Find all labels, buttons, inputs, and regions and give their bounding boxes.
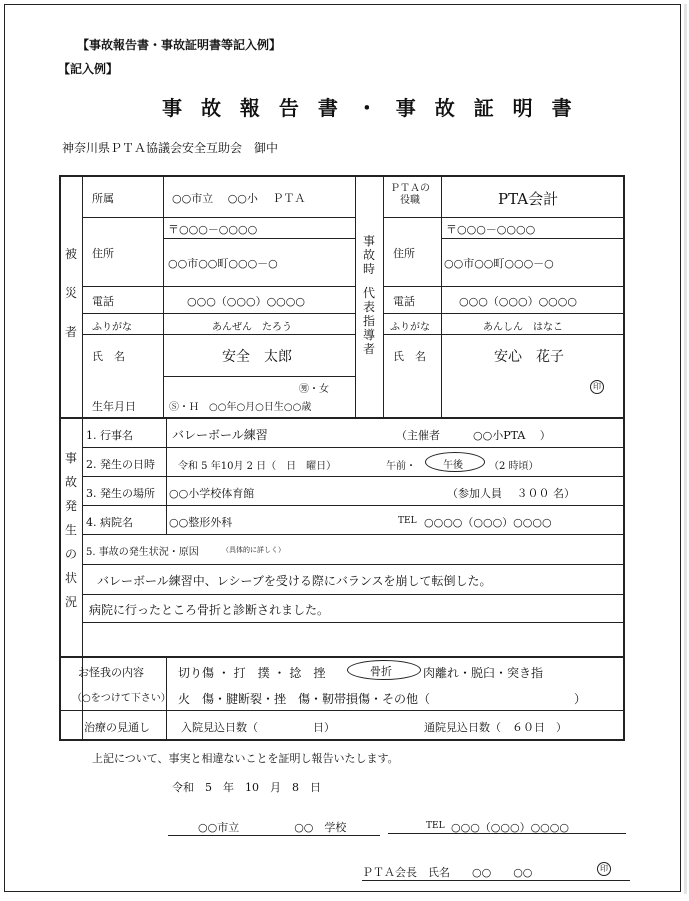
- injury-cut: 切り傷: [178, 666, 215, 680]
- leader-name-label: 氏 名: [393, 350, 426, 363]
- cause-label: 5. 事故の発生状況・原因: [86, 547, 199, 558]
- injury-sprain: 捻 挫: [289, 666, 326, 680]
- treatment-label: 治療の見通し: [84, 721, 150, 734]
- injury-row1: 切り傷 ・ 打 撲 ・ 捻 挫: [178, 666, 326, 680]
- cause-line-2: 病院に行ったところ骨折と診断されました。: [89, 603, 330, 617]
- leader-role: PTA会計: [498, 190, 559, 208]
- leader-role-label: ＰＴＡの 役職: [390, 183, 430, 206]
- victim-name: 安全 太郎: [222, 349, 292, 365]
- victim-furigana-label: ふりがな: [92, 322, 132, 333]
- birth-label: 生年月日: [92, 400, 136, 413]
- victim-name-label: 氏 名: [92, 350, 125, 363]
- ampm-pm: 午後: [443, 460, 463, 471]
- victim-address-label: 住所: [92, 247, 114, 260]
- leader-address-label: 住所: [393, 247, 415, 260]
- organizer: （主催者 ○○小PTA ）: [396, 429, 551, 442]
- outpatient-days: 通院見込日数（ ６０日 ）: [424, 721, 567, 734]
- affiliation-value: ○○市立 ○○小 ＰＴＡ: [172, 192, 306, 205]
- injury-bruise: 打 撲: [233, 666, 270, 680]
- participants: （参加人員 ３００ 名）: [447, 487, 575, 500]
- leader-phone-label: 電話: [393, 295, 415, 308]
- victim-address: ○○市○○町○○○－○: [168, 257, 278, 270]
- entry-example-label: 【記入例】: [58, 62, 119, 76]
- victim-postal: 〒○○○－○○○○: [168, 223, 258, 236]
- leader-address: ○○市○○町○○○－○: [444, 257, 554, 270]
- victim-section-label: 被 災 者: [64, 247, 77, 339]
- hospital-tel-label: TEL: [398, 516, 417, 526]
- place-value: ○○小学校体育館: [169, 487, 255, 500]
- leader-seal-icon: 印: [590, 380, 604, 394]
- victim-phone-label: 電話: [92, 295, 114, 308]
- injury-row2: 火 傷・腱断裂・挫 傷・靭帯損傷・その他（ ）: [178, 692, 587, 706]
- leader-section-label: 事 故 時 代 表 指 導 者: [362, 234, 375, 356]
- hospital-label: 4. 病院名: [86, 516, 133, 529]
- cause-note: （具体的に詳しく）: [222, 546, 285, 554]
- example-heading: 【事故報告書・事故証明書等記入例】: [77, 38, 282, 52]
- victim-gender: ㊚・女: [299, 384, 329, 395]
- place-label: 3. 発生の場所: [86, 487, 155, 500]
- victim-phone: ○○○（○○○）○○○○: [187, 295, 305, 308]
- hospital-value: ○○整形外科: [169, 516, 233, 529]
- affiliation-label: 所属: [92, 192, 114, 205]
- injury-selected: 骨折: [370, 665, 392, 678]
- hospital-tel: ○○○○（○○○）○○○○: [424, 516, 552, 529]
- school-tel: ○○○（○○○）○○○○: [451, 821, 569, 834]
- leader-phone: ○○○（○○○）○○○○: [459, 295, 577, 308]
- injury-row1-rest: 肉離れ・脱臼・突き指: [423, 666, 544, 680]
- date-value: 令和 5 年10月 2 日（ 日 曜日）: [178, 461, 337, 472]
- school-name: ○○市立 ○○ 学校: [168, 819, 380, 836]
- certification-statement: 上記について、事実と相違ないことを証明し報告いたします。: [92, 752, 399, 765]
- accident-section-label: 事 故 発 生 の 状 況: [64, 451, 77, 609]
- injury-sublabel: （○をつけて下さい）: [72, 693, 171, 704]
- president-seal-icon: 印: [597, 862, 611, 876]
- birth-value: Ⓢ・Ｈ ○○年○月○日生○○歳: [169, 402, 312, 413]
- leader-postal: 〒○○○－○○○○: [446, 223, 536, 236]
- leader-furigana: あんしん はなこ: [483, 322, 563, 333]
- cause-line-1: バレーボール練習中、レシーブを受ける際にバランスを崩して転倒した。: [97, 574, 492, 588]
- addressee: 神奈川県ＰＴＡ協議会安全互助会 御中: [62, 141, 279, 155]
- event-value: バレーボール練習: [172, 428, 268, 442]
- datetime-label: 2. 発生の日時: [86, 458, 155, 471]
- leader-furigana-label: ふりがな: [390, 322, 430, 333]
- event-label: 1. 行事名: [86, 429, 133, 442]
- page-title: 事 故 報 告 書 ・ 事 故 証 明 書: [162, 96, 578, 120]
- page-edge: [684, 4, 687, 894]
- school-tel-label: TEL: [426, 821, 445, 831]
- injury-label: お怪我の内容: [78, 666, 144, 679]
- ampm-am: 午前・: [386, 461, 416, 472]
- victim-furigana: あんぜん たろう: [212, 322, 292, 333]
- pta-president-signature: ＰＴＡ会長 氏名 ○○ ○○: [362, 864, 630, 881]
- hour-value: （2 時頃）: [489, 461, 539, 472]
- leader-name: 安心 花子: [494, 349, 564, 365]
- inpatient-days: 入院見込日数（ 日）: [181, 721, 335, 734]
- certification-date: 令和 5 年 10 月 8 日: [172, 781, 321, 794]
